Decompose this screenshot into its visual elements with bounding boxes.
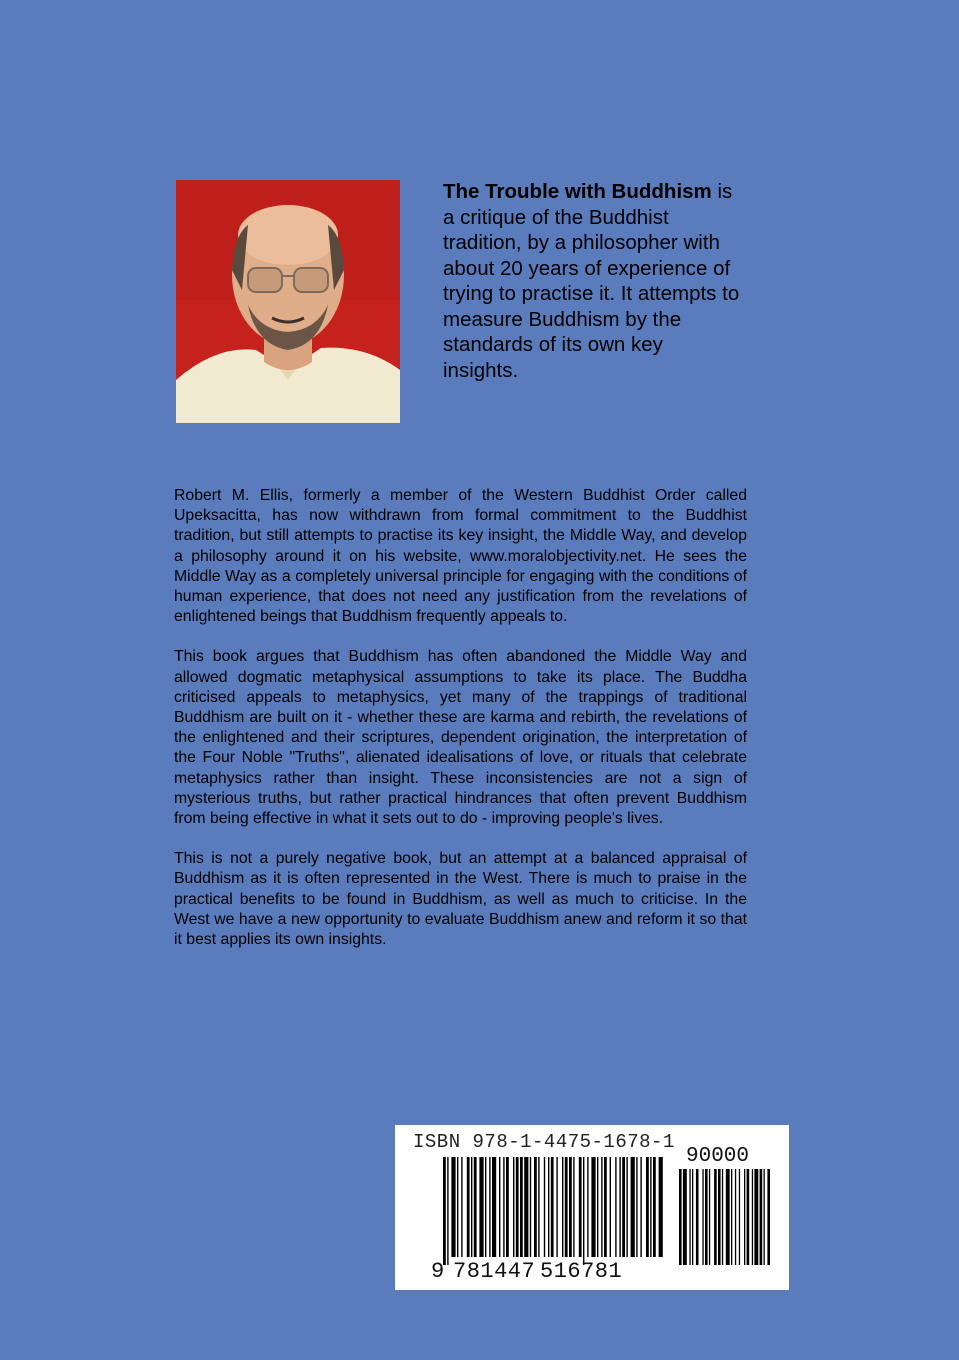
barcode-addon-bar (714, 1169, 717, 1265)
barcode-bar (534, 1157, 537, 1257)
barcode-addon-bar (744, 1169, 745, 1265)
barcode-bar (485, 1157, 486, 1257)
barcode-bar (467, 1157, 470, 1257)
barcode-addon-bar (735, 1169, 736, 1265)
barcode-bar (447, 1157, 448, 1265)
barcode-bar (506, 1157, 509, 1257)
barcode-bar (569, 1157, 572, 1257)
barcode-bar (530, 1157, 531, 1257)
barcode-bar (631, 1157, 635, 1257)
barcode-bar (457, 1157, 458, 1257)
barcode-bar (524, 1157, 528, 1257)
barcode-addon-bar (731, 1169, 732, 1265)
barcode-bars (443, 1157, 773, 1265)
author-photo (176, 180, 400, 423)
barcode-bar (471, 1157, 472, 1257)
barcode-bar (503, 1157, 504, 1257)
paragraph-conclusion: This is not a purely negative book, but an attempt at a balanced appraisal of Buddhism as it is often represented in the West. There is much to praise in the practical benefits to be found in Buddhism, as well as much to criticise. In the West we have a new opportunity to evaluate Buddhism anew and reform it so that it best applies its own insights. (174, 850, 747, 949)
barcode-addon-bar (702, 1169, 703, 1265)
barcode-bar (544, 1157, 545, 1257)
barcode-bar (610, 1157, 611, 1257)
description (174, 486, 747, 970)
barcode-addon-bar (726, 1169, 730, 1265)
barcode-bar (650, 1157, 651, 1257)
barcode-bar (601, 1157, 602, 1257)
barcode-addon-bar (683, 1169, 687, 1265)
blurb-text: is a critique of the Buddhist tradition, by a philosopher with about 20 years of experience of trying to practise it. It attempts to measure Buddhism by the standards of its own key insights. (443, 180, 740, 382)
barcode-addon-bar (767, 1169, 770, 1265)
barcode-bar (548, 1157, 549, 1257)
barcode-bar (640, 1157, 641, 1257)
barcode-addon-bar (679, 1169, 682, 1265)
barcode-bar (615, 1157, 616, 1257)
barcode-addon-bar (692, 1169, 693, 1265)
barcode-bar (513, 1157, 514, 1257)
barcode-addon-bar (718, 1169, 721, 1265)
barcode-bar (573, 1157, 574, 1257)
barcode-addon-bar (722, 1169, 723, 1265)
addon-number: 90000 (686, 1145, 750, 1168)
barcode-bar (659, 1157, 663, 1257)
barcode-digits-right: 516781 (540, 1259, 623, 1284)
barcode-bar (556, 1157, 557, 1257)
barcode-bar (583, 1157, 584, 1265)
isbn-barcode (395, 1125, 789, 1290)
barcode-bar (551, 1157, 554, 1257)
barcode-bar (443, 1157, 446, 1265)
barcode-addon-bar (696, 1169, 699, 1265)
barcode-bar (520, 1157, 523, 1257)
book-blurb (443, 179, 743, 383)
barcode-digit-first: 9 (431, 1259, 445, 1284)
barcode-bar (587, 1157, 588, 1257)
barcode-bar (538, 1157, 539, 1257)
barcode-bar (461, 1157, 462, 1257)
barcode-addon-bar (752, 1169, 753, 1265)
barcode-addon-bar (709, 1169, 710, 1265)
paragraph-author: Robert M. Ellis, formerly a member of the Western Buddhist Order called Upeksacitta, has now withdrawn from formal commitment to the Buddhist tradition, but still attempts to practise its key insight, the Middle Way, and develop a philosophy around it on his website, www.moralobjectivity.net. He sees the Middle Way as a completely universal principle for engaging with the conditions of human experience, that does not need any justification from the revelations of enlightened beings that Buddhism frequently appeals to. (174, 487, 747, 626)
barcode-bar (604, 1157, 607, 1257)
barcode-bar (451, 1157, 455, 1257)
barcode-bar (619, 1157, 620, 1257)
barcode-bar (636, 1157, 637, 1257)
barcode-bar (653, 1157, 656, 1257)
isbn-label: ISBN 978-1-4475-1678-1 (413, 1131, 675, 1153)
barcode-addon-bar (747, 1169, 750, 1265)
book-title: The Trouble with Buddhism (443, 180, 712, 203)
barcode-addon-bar (739, 1169, 740, 1265)
barcode-bar (646, 1157, 649, 1257)
paragraph-argument: This book argues that Buddhism has often abandoned the Middle Way and allowed dogmatic metaphysical assumptions to take its place. The Buddha criticised appeals to metaphysics, yet many of the trappings of traditional Buddhism are built on it - whether these are karma and rebirth, the revelations of the enlightened and their scriptures, dependent origination, the interpretation of the Four Noble "Truths", alienated idealisations of love, or rituals that celebrate metaphysics rather than insight. These inconsistencies are not a sign of mysterious truths, but rather practical hindrances that often prevent Buddhism from being effective in what it sets out to do - improving people's lives. (174, 648, 747, 828)
barcode-bar (565, 1157, 568, 1257)
barcode-bar (499, 1157, 500, 1257)
barcode-addon-bar (705, 1169, 708, 1265)
barcode-addon-bar (760, 1169, 763, 1265)
barcode-addon-bar (764, 1169, 765, 1265)
barcode-bar (622, 1157, 625, 1257)
barcode-bar (516, 1157, 519, 1257)
barcode-addon-bar (754, 1169, 758, 1265)
barcode-digits-left: 781447 (453, 1259, 536, 1284)
barcode-bar (591, 1157, 595, 1257)
barcode-bar (597, 1157, 598, 1257)
barcode-bar (492, 1157, 496, 1257)
barcode-bar (474, 1157, 477, 1257)
barcode-bar (489, 1157, 490, 1257)
barcode-bar (562, 1157, 563, 1257)
barcode-bar (579, 1157, 582, 1257)
barcode-bar (479, 1157, 483, 1257)
barcode-bar (626, 1157, 627, 1257)
barcode-addon-bar (689, 1169, 690, 1265)
